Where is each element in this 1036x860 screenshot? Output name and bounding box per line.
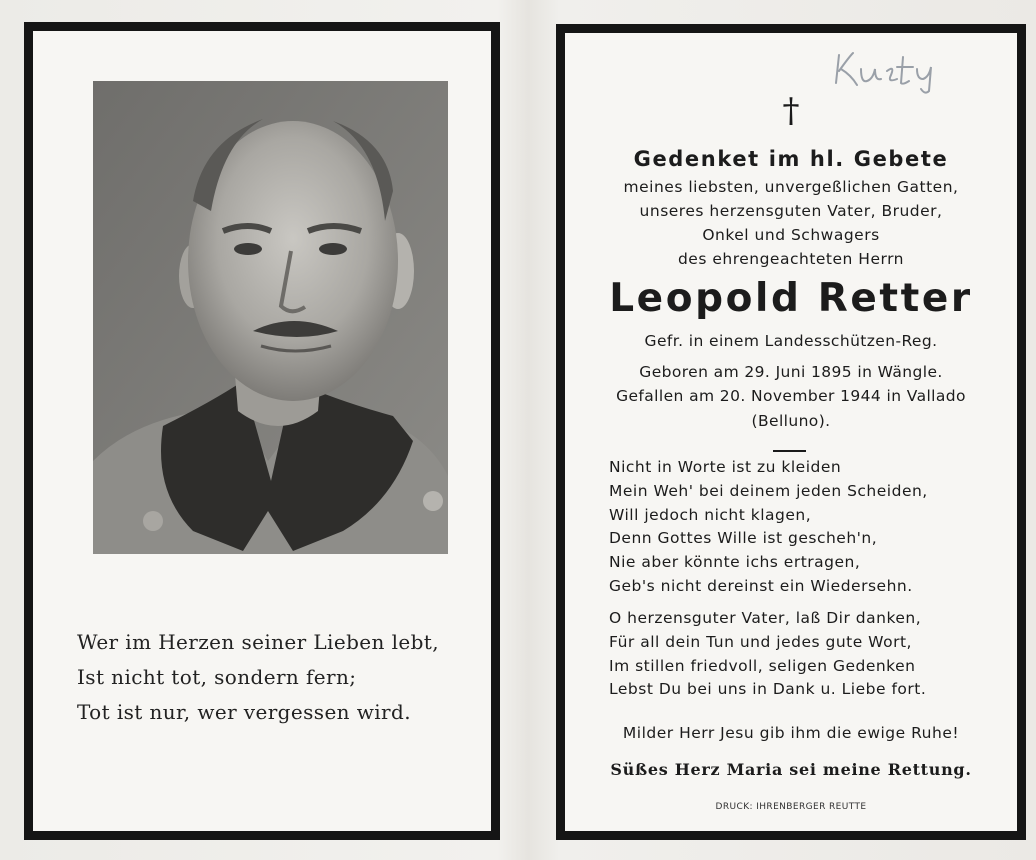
verse-line: Nie aber könnte ichs ertragen, (609, 553, 861, 572)
left-verse-line: Wer im Herzen seiner Lieben lebt, (77, 630, 439, 654)
verse-two (609, 607, 1009, 702)
portrait-photo (93, 81, 448, 554)
intro-line: des ehrengeachteten Herrn (677, 250, 905, 268)
left-verse-line: Tot ist nur, wer vergessen wird. (77, 700, 411, 724)
deceased-name: Leopold Retter (609, 276, 973, 321)
prayer-line: Milder Herr Jesu gib ihm die ewige Ruhe! (622, 724, 960, 742)
cross-icon: † (782, 91, 800, 131)
printer-credit: DRUCK: IHRENBERGER REUTTE (715, 802, 867, 812)
details (565, 329, 1017, 433)
portrait-photo-icon (93, 81, 448, 554)
intro-line: meines liebsten, unvergeßlichen Gatten, (623, 178, 959, 196)
verse-line: O herzensguter Vater, laß Dir danken, (609, 609, 922, 627)
verse-line: Nicht in Worte ist zu kleiden (609, 458, 842, 476)
rank-line: Gefr. in einem Landesschützen-Reg. (644, 332, 938, 350)
died-line: Gefallen am 20. November 1944 in Vallado (616, 387, 966, 405)
verse-one (609, 456, 1009, 599)
verse-line: Mein Weh' bei deinem jeden Scheiden, (609, 481, 928, 500)
divider (773, 450, 806, 452)
verse-line: Im stillen friedvoll, seligen Gedenken (609, 656, 916, 675)
verse-line: Für all dein Tun und jedes gute Wort, (609, 632, 912, 651)
left-panel (24, 22, 500, 840)
handwritten-note (831, 45, 981, 95)
born-line: Geboren am 29. Juni 1895 in Wängle. (639, 362, 943, 381)
right-panel (556, 24, 1026, 840)
intro (565, 175, 1017, 271)
verse-line: Lebst Du bei uns in Dank u. Liebe fort. (609, 680, 927, 699)
intro-line: Onkel und Schwagers (702, 226, 880, 244)
verse-line: Denn Gottes Wille ist gescheh'n, (609, 529, 878, 548)
left-verse-line: Ist nicht tot, sondern fern; (77, 665, 357, 689)
died-place-line: (Belluno). (751, 411, 831, 430)
verse-line: Geb's nicht dereinst ein Wiedersehn. (609, 576, 913, 595)
left-verse (77, 625, 497, 730)
heading: Gedenket im hl. Gebete (633, 147, 949, 171)
prayer-line-two: Süßes Herz Maria sei meine Rettung. (610, 760, 972, 779)
verse-line: Will jedoch nicht klagen, (609, 505, 812, 524)
handwritten-note-icon (831, 45, 981, 95)
intro-line: unseres herzensguten Vater, Bruder, (639, 202, 943, 220)
